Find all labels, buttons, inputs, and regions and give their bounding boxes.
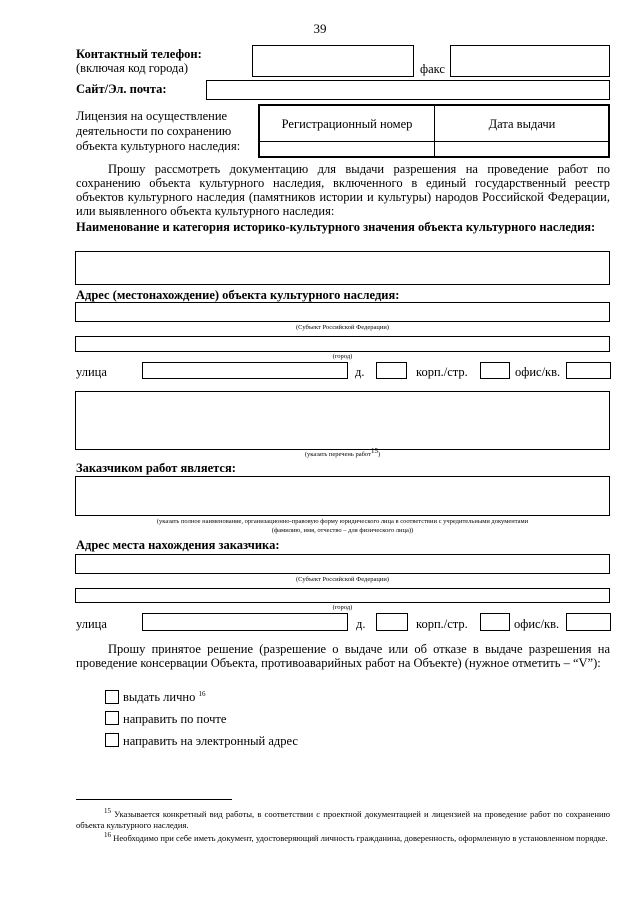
object-house-label: д. xyxy=(355,365,365,379)
footnote-15-text: Указывается конкретный вид работы, в соответствии с проектной документацией и лицензией на проведение работ по сохранению объекта культурного наследия. xyxy=(76,809,610,830)
object-street-field[interactable] xyxy=(142,362,348,379)
customer-street-field[interactable] xyxy=(142,613,348,631)
object-building-label: корп./стр. xyxy=(416,365,468,379)
option-in-person-checkbox[interactable] xyxy=(105,690,119,704)
option-in-person xyxy=(123,690,205,704)
customer-street-label: улица xyxy=(76,617,107,631)
option-by-email-checkbox[interactable] xyxy=(105,733,119,747)
option-by-mail-checkbox[interactable] xyxy=(105,711,119,725)
fax-label: факс xyxy=(420,62,445,76)
option-by-mail-label: направить по почте xyxy=(123,712,227,726)
site-email-field[interactable] xyxy=(206,80,610,100)
customer-hint-line1: (указать полное наименование, организационно-правовую форму юридического лица в соответствии с учредительными документами xyxy=(156,518,529,525)
customer-heading: Заказчиком работ является: xyxy=(76,461,236,475)
works-hint xyxy=(75,447,610,459)
license-issue-date-field[interactable] xyxy=(436,143,608,156)
footnote-separator xyxy=(76,799,232,800)
customer-subject-field[interactable] xyxy=(75,554,610,574)
customer-building-label: корп./стр. xyxy=(416,617,468,631)
phone-field[interactable] xyxy=(252,45,414,77)
footnote-16 xyxy=(76,833,610,844)
object-street-label: улица xyxy=(76,365,107,379)
customer-building-field[interactable] xyxy=(480,613,510,631)
option-in-person-label: выдать лично xyxy=(123,690,196,704)
license-table-vline xyxy=(434,104,435,158)
customer-subject-hint: (Субъект Российской Федерации) xyxy=(296,576,389,583)
option-in-person-ref: 16 xyxy=(198,689,206,698)
object-office-label: офис/кв. xyxy=(515,365,561,379)
footnote-15 xyxy=(76,809,610,831)
customer-city-hint: (город) xyxy=(332,604,353,611)
customer-address-heading: Адрес места нахождения заказчика: xyxy=(76,538,280,552)
object-city-field[interactable] xyxy=(75,336,610,352)
request-paragraph-text: Прошу рассмотреть документацию для выдачи разрешения на проведение работ по сохранению объекта культурного наследия, включенного в единый государственный реестр объектов культурного наследия (памятников истории и культуры) народов Российской Федерации, или выявленного объекта культурного наследия: xyxy=(76,162,610,218)
object-subject-hint: (Субъект Российской Федерации) xyxy=(296,324,389,331)
page-number: 39 xyxy=(313,21,327,36)
works-hint-ref: 15 xyxy=(370,447,378,455)
request-paragraph xyxy=(76,162,610,218)
license-col-reg-number: Регистрационный номер xyxy=(281,117,413,131)
phone-label: Контактный телефон: xyxy=(76,47,202,61)
license-label-line3: объекта культурного наследия: xyxy=(76,139,241,153)
footnote-16-text: Необходимо при себе иметь документ, удостоверяющий личность гражданина, доверенность, оформленную в установленном порядке. xyxy=(113,833,608,843)
fax-field[interactable] xyxy=(450,45,610,77)
object-building-field[interactable] xyxy=(480,362,510,379)
site-label: Сайт/Эл. почта: xyxy=(76,82,167,96)
object-city-hint: (город) xyxy=(332,353,353,360)
works-hint-text: (указать перечень работ xyxy=(304,451,371,459)
object-house-field[interactable] xyxy=(376,362,407,379)
footnote-16-ref: 16 xyxy=(104,831,111,840)
phone-hint: (включая код города) xyxy=(76,61,189,75)
footnote-15-ref: 15 xyxy=(104,807,111,816)
works-list-field[interactable] xyxy=(75,391,610,450)
customer-city-field[interactable] xyxy=(75,588,610,603)
object-office-field[interactable] xyxy=(566,362,611,379)
customer-office-field[interactable] xyxy=(566,613,611,631)
license-col-issue-date: Дата выдачи xyxy=(488,117,556,131)
customer-house-label: д. xyxy=(356,617,366,631)
object-subject-field[interactable] xyxy=(75,302,610,322)
customer-office-label: офис/кв. xyxy=(514,617,560,631)
works-hint-close: ) xyxy=(377,451,381,459)
object-address-heading: Адрес (местонахождение) объекта культурного наследия: xyxy=(76,288,400,302)
customer-hint-line2: (фамилию, имя, отчество – для физического лица)) xyxy=(271,527,414,534)
customer-house-field[interactable] xyxy=(376,613,408,631)
decision-paragraph-text: Прошу принятое решение (разрешение о выдаче или об отказе в выдаче разрешения на проведение консервации Объекта, противоаварийных работ на Объекте) (нужное отметить – “V”): xyxy=(76,642,610,670)
license-label-line1: Лицензия на осуществление xyxy=(76,109,228,123)
option-by-email-label: направить на электронный адрес xyxy=(123,734,298,748)
object-name-field[interactable] xyxy=(75,251,610,285)
decision-paragraph xyxy=(76,642,610,670)
license-reg-number-field[interactable] xyxy=(260,143,433,156)
customer-field[interactable] xyxy=(75,476,610,516)
license-label-line2: деятельности по сохранению xyxy=(76,124,232,138)
object-name-heading: Наименование и категория историко-культурного значения объекта культурного наследия: xyxy=(76,220,596,234)
